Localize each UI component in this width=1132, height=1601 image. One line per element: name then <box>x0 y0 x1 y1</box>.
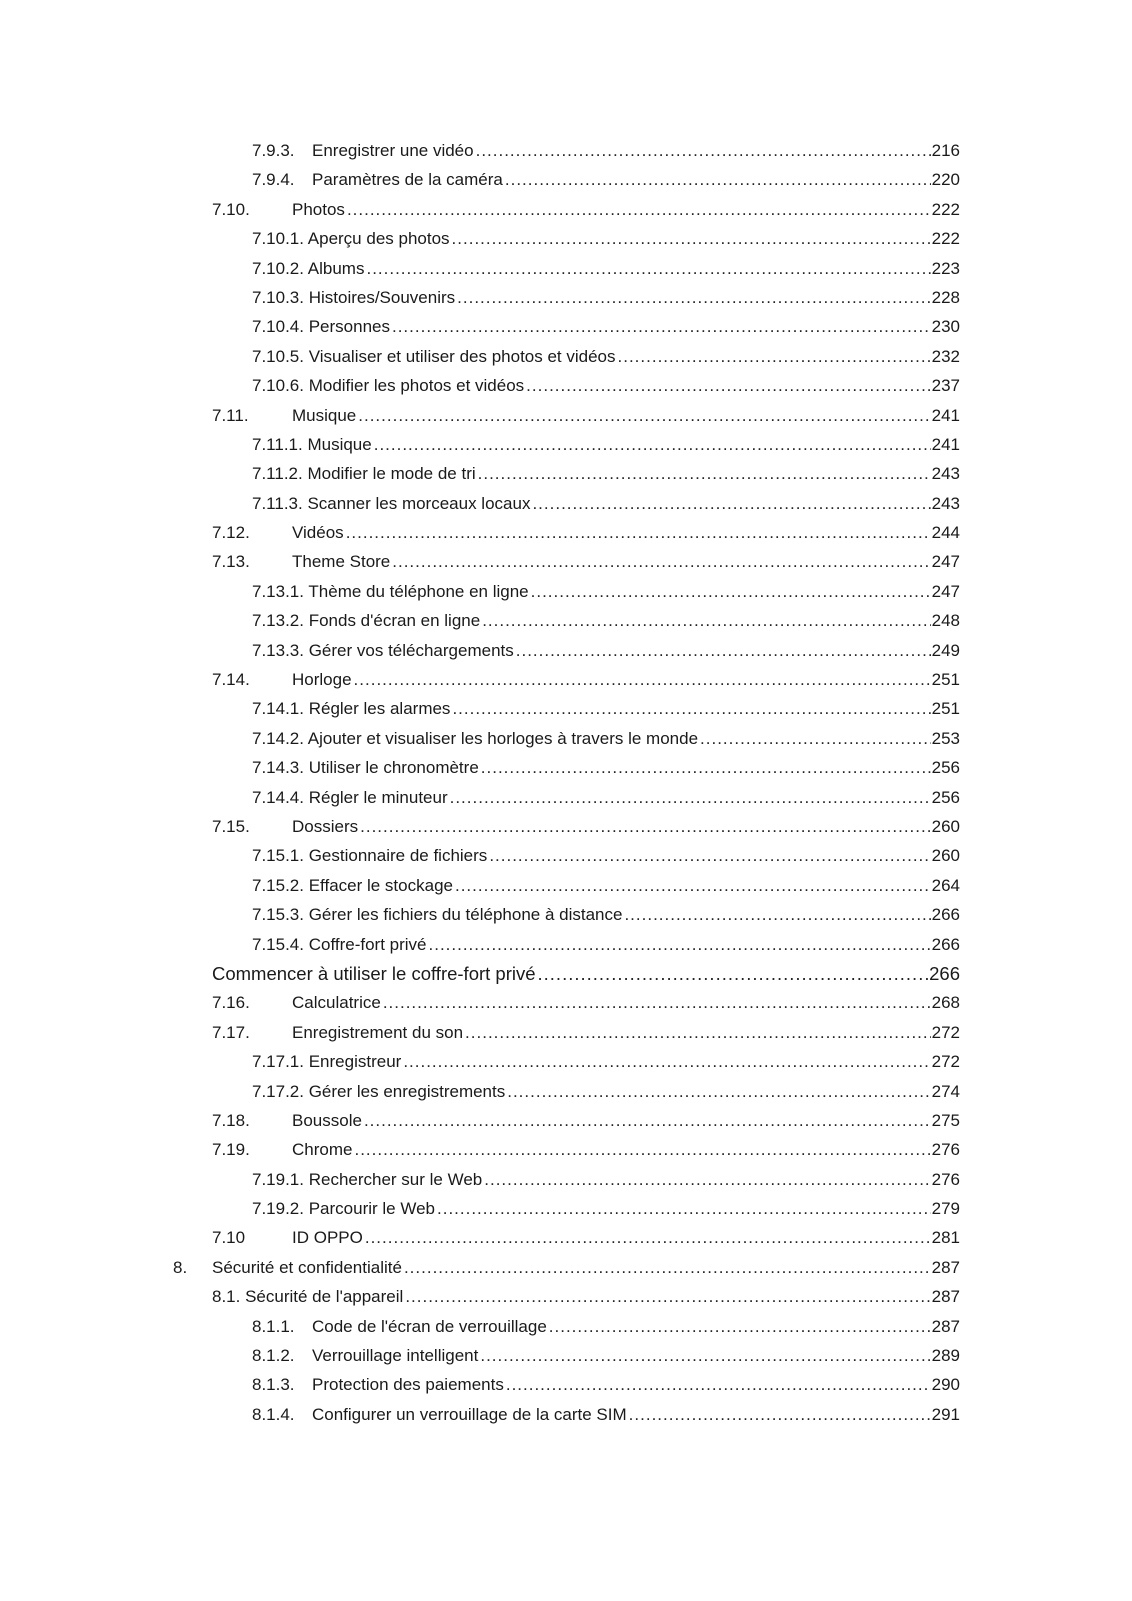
toc-entry-page-number: 228 <box>931 287 960 307</box>
dot-leader <box>476 136 931 165</box>
toc-entry-page-number: 256 <box>931 758 960 778</box>
dot-leader <box>480 1341 930 1370</box>
toc-entry-number: 7.17. <box>212 1022 250 1042</box>
toc-entry-line <box>252 1194 960 1223</box>
toc-entry-page-number: 264 <box>931 875 960 895</box>
toc-entry-line <box>312 1400 960 1429</box>
toc-entry-line <box>252 753 960 782</box>
toc-entry-line <box>252 224 960 253</box>
toc-entry[interactable] <box>0 1135 1132 1164</box>
dot-leader <box>457 283 930 312</box>
dot-leader <box>531 577 931 606</box>
toc-entry-title: Enregistrer une vidéo <box>312 136 476 165</box>
toc-entry-title: 7.11.1. Musique <box>252 430 374 459</box>
dot-leader <box>465 1018 931 1047</box>
toc-entry[interactable] <box>0 195 1132 224</box>
dot-leader <box>392 547 930 576</box>
toc-entry-line <box>292 518 960 547</box>
toc-entry-line <box>292 547 960 576</box>
toc-entry[interactable] <box>0 1400 1132 1429</box>
toc-entry-line <box>292 1223 960 1252</box>
toc-entry-line <box>252 459 960 488</box>
toc-entry-line <box>252 312 960 341</box>
toc-entry-number: 7.18. <box>212 1110 250 1130</box>
toc-entry-line <box>292 812 960 841</box>
toc-entry-line <box>312 1341 960 1370</box>
toc-entry-title: Vidéos <box>292 518 346 547</box>
toc-entry-number: 7.9.4. <box>252 170 295 190</box>
toc-entry-number: 7.11. <box>212 405 249 425</box>
toc-entry-line <box>212 959 960 988</box>
toc-entry-page-number: 260 <box>931 816 960 836</box>
toc-entry-line <box>252 724 960 753</box>
toc-entry-title: 7.19.1. Rechercher sur le Web <box>252 1165 484 1194</box>
toc-entry-line <box>212 1282 960 1311</box>
toc-entry-line <box>252 871 960 900</box>
toc-entry-page-number: 287 <box>931 1257 960 1277</box>
toc-entry[interactable] <box>0 430 1132 459</box>
toc-entry-number: 7.14. <box>212 670 250 690</box>
toc-entry-line <box>292 195 960 224</box>
toc-entry[interactable] <box>0 1106 1132 1135</box>
toc-entry[interactable] <box>0 1312 1132 1341</box>
toc-entry[interactable] <box>0 900 1132 929</box>
toc-entry-page-number: 287 <box>931 1316 960 1336</box>
toc-entry-title: 7.14.3. Utiliser le chronomètre <box>252 753 481 782</box>
toc-entry-page-number: 237 <box>931 376 960 396</box>
toc-entry-title: Verrouillage intelligent <box>312 1341 480 1370</box>
dot-leader <box>526 371 930 400</box>
dot-leader <box>538 959 929 988</box>
toc-entry[interactable] <box>0 254 1132 283</box>
toc-entry-line <box>292 988 960 1017</box>
toc-entry[interactable] <box>0 753 1132 782</box>
toc-entry[interactable] <box>0 930 1132 959</box>
toc-entry-page-number: 290 <box>931 1375 960 1395</box>
toc-entry[interactable] <box>0 224 1132 253</box>
toc-entry-page-number: 272 <box>931 1052 960 1072</box>
toc-entry-page-number: 220 <box>931 170 960 190</box>
toc-entry-line <box>312 1312 960 1341</box>
toc-entry-page-number: 248 <box>931 611 960 631</box>
toc-entry-title: 7.19.2. Parcourir le Web <box>252 1194 437 1223</box>
toc-entry-title: 7.10.5. Visualiser et utiliser des photos et vidéos <box>252 342 618 371</box>
toc-entry-page-number: 256 <box>931 787 960 807</box>
toc-entry-title: 7.15.2. Effacer le stockage <box>252 871 455 900</box>
toc-entry-title: 7.13.3. Gérer vos téléchargements <box>252 636 516 665</box>
toc-entry-line <box>312 165 960 194</box>
toc-entry-line <box>292 1018 960 1047</box>
toc-entry-page-number: 230 <box>931 317 960 337</box>
toc-entry[interactable] <box>0 959 1132 988</box>
toc-entry-number: 7.16. <box>212 993 250 1013</box>
toc-entry-title: 7.15.1. Gestionnaire de fichiers <box>252 841 489 870</box>
dot-leader <box>365 1223 931 1252</box>
toc-entry-page-number: 253 <box>931 728 960 748</box>
dot-leader <box>618 342 931 371</box>
toc-entry[interactable] <box>0 1165 1132 1194</box>
toc-entry[interactable] <box>0 401 1132 430</box>
toc-entry-line <box>252 930 960 959</box>
dot-leader <box>364 1106 931 1135</box>
toc-entry-page-number: 216 <box>931 141 960 160</box>
toc-entry-page-number: 291 <box>931 1404 960 1424</box>
toc-entry[interactable] <box>0 489 1132 518</box>
toc-entry-line <box>252 841 960 870</box>
toc-entry[interactable] <box>0 1223 1132 1252</box>
toc-entry-page-number: 268 <box>931 993 960 1013</box>
toc-entry-line <box>312 136 960 165</box>
toc-entry-page-number: 287 <box>931 1287 960 1307</box>
toc-entry-number: 8. <box>173 1257 188 1277</box>
toc-entry-page-number: 274 <box>931 1081 960 1101</box>
toc-entry-page-number: 223 <box>931 258 960 278</box>
toc-entry-line <box>252 342 960 371</box>
toc-entry-title: 7.14.2. Ajouter et visualiser les horloges à travers le monde <box>252 724 700 753</box>
toc-entry-page-number: 276 <box>931 1140 960 1160</box>
toc-entry-page-number: 241 <box>931 434 960 454</box>
toc-entry[interactable] <box>0 1253 1132 1282</box>
toc-entry-title: Protection des paiements <box>312 1370 506 1399</box>
toc-entry[interactable] <box>0 312 1132 341</box>
toc-entry-title: 7.13.1. Thème du téléphone en ligne <box>252 577 531 606</box>
dot-leader <box>482 606 930 635</box>
dot-leader <box>624 900 930 929</box>
toc-entry[interactable] <box>0 518 1132 547</box>
dot-leader <box>532 489 930 518</box>
toc-entry-number: 8.1.3. <box>252 1375 295 1395</box>
toc-entry-page-number: 266 <box>931 934 960 954</box>
dot-leader <box>506 1370 931 1399</box>
toc-entry[interactable] <box>0 1018 1132 1047</box>
toc-entry-title: 7.10.4. Personnes <box>252 312 392 341</box>
toc-entry-title: 7.10.2. Albums <box>252 254 366 283</box>
toc-entry-page-number: 272 <box>931 1022 960 1042</box>
toc-entry-number: 8.1.2. <box>252 1346 295 1366</box>
toc-entry-page-number: 281 <box>931 1228 960 1248</box>
dot-leader <box>405 1282 930 1311</box>
dot-leader <box>452 694 930 723</box>
toc-entry[interactable] <box>0 1077 1132 1106</box>
toc-entry-line <box>292 1135 960 1164</box>
toc-entry-title: 7.15.4. Coffre-fort privé <box>252 930 429 959</box>
toc-entry[interactable] <box>0 988 1132 1017</box>
toc-entry-page-number: 275 <box>931 1110 960 1130</box>
toc-entry-title: 7.14.4. Régler le minuteur <box>252 783 450 812</box>
dot-leader <box>505 165 931 194</box>
toc-entry-page-number: 241 <box>931 405 960 425</box>
toc-entry-title: Horloge <box>292 665 354 694</box>
toc-entry-line <box>252 606 960 635</box>
dot-leader <box>452 224 931 253</box>
dot-leader <box>484 1165 930 1194</box>
table-of-contents <box>0 136 1132 1429</box>
dot-leader <box>354 665 931 694</box>
toc-entry[interactable] <box>0 136 1132 165</box>
toc-entry[interactable] <box>0 1047 1132 1076</box>
toc-entry[interactable] <box>0 871 1132 900</box>
toc-entry[interactable] <box>0 342 1132 371</box>
toc-entry[interactable] <box>0 371 1132 400</box>
toc-entry[interactable] <box>0 841 1132 870</box>
toc-entry-line <box>252 1047 960 1076</box>
toc-entry-line <box>292 1106 960 1135</box>
toc-entry-line <box>252 783 960 812</box>
toc-entry[interactable] <box>0 812 1132 841</box>
toc-entry-title: Chrome <box>292 1135 354 1164</box>
toc-entry[interactable] <box>0 1341 1132 1370</box>
dot-leader <box>481 753 931 782</box>
toc-entry-line <box>252 694 960 723</box>
dot-leader <box>478 459 931 488</box>
dot-leader <box>354 1135 930 1164</box>
toc-entry[interactable] <box>0 665 1132 694</box>
toc-entry-title: Enregistrement du son <box>292 1018 465 1047</box>
toc-entry-number: 7.13. <box>212 552 250 572</box>
toc-entry-page-number: 244 <box>931 523 960 543</box>
toc-entry[interactable] <box>0 724 1132 753</box>
toc-entry[interactable] <box>0 1194 1132 1223</box>
toc-entry-page-number: 266 <box>931 905 960 925</box>
toc-entry-line <box>252 900 960 929</box>
toc-entry[interactable] <box>0 283 1132 312</box>
toc-entry-number: 7.10. <box>212 199 250 219</box>
toc-entry-number: 7.15. <box>212 816 250 836</box>
toc-entry-title: Theme Store <box>292 547 392 576</box>
toc-entry-title: Paramètres de la caméra <box>312 165 505 194</box>
toc-entry-title: 7.13.2. Fonds d'écran en ligne <box>252 606 482 635</box>
toc-entry-title: 7.17.1. Enregistreur <box>252 1047 403 1076</box>
dot-leader <box>404 1253 931 1282</box>
toc-entry-number: 7.19. <box>212 1140 250 1160</box>
toc-entry-title: 7.15.3. Gérer les fichiers du téléphone à distance <box>252 900 624 929</box>
toc-entry-page-number: 260 <box>931 846 960 866</box>
dot-leader <box>392 312 931 341</box>
toc-entry-title: Calculatrice <box>292 988 383 1017</box>
toc-entry-title: Configurer un verrouillage de la carte SIM <box>312 1400 629 1429</box>
toc-entry-page-number: 222 <box>931 199 960 219</box>
dot-leader <box>374 430 931 459</box>
toc-entry-page-number: 251 <box>931 699 960 719</box>
dot-leader <box>700 724 931 753</box>
toc-entry-line <box>292 665 960 694</box>
toc-entry-page-number: 251 <box>931 670 960 690</box>
toc-entry-title: Sécurité et confidentialité <box>212 1253 404 1282</box>
toc-entry-number: 7.10 <box>212 1228 246 1248</box>
toc-entry-page-number: 222 <box>931 229 960 249</box>
toc-entry[interactable] <box>0 783 1132 812</box>
toc-entry-title: ID OPPO <box>292 1223 365 1252</box>
toc-entry-title: 7.10.6. Modifier les photos et vidéos <box>252 371 526 400</box>
toc-entry-line <box>252 371 960 400</box>
toc-entry-page-number: 243 <box>931 464 960 484</box>
toc-entry-line <box>252 430 960 459</box>
toc-entry-title: Musique <box>292 401 358 430</box>
toc-entry-line <box>212 1253 960 1282</box>
toc-entry[interactable] <box>0 577 1132 606</box>
toc-entry-line <box>252 1077 960 1106</box>
dot-leader <box>549 1312 931 1341</box>
toc-entry-title: Photos <box>292 195 347 224</box>
toc-entry-page-number: 289 <box>931 1346 960 1366</box>
toc-entry[interactable] <box>0 459 1132 488</box>
toc-entry-title: 7.11.2. Modifier le mode de tri <box>252 459 478 488</box>
toc-entry-title: Boussole <box>292 1106 364 1135</box>
toc-entry-title: Code de l'écran de verrouillage <box>312 1312 549 1341</box>
toc-entry[interactable] <box>0 547 1132 576</box>
toc-entry-line <box>252 636 960 665</box>
toc-entry-line <box>312 1370 960 1399</box>
toc-entry-page-number: 266 <box>929 962 960 984</box>
toc-entry-line <box>252 1165 960 1194</box>
dot-leader <box>403 1047 930 1076</box>
dot-leader <box>366 254 930 283</box>
toc-entry-page-number: 243 <box>931 493 960 513</box>
dot-leader <box>450 783 931 812</box>
toc-entry-title: Commencer à utiliser le coffre-fort privé <box>212 959 538 988</box>
toc-entry[interactable] <box>0 636 1132 665</box>
toc-entry-number: 8.1.1. <box>252 1316 295 1336</box>
toc-entry-line <box>252 254 960 283</box>
toc-entry-number: 8.1.4. <box>252 1404 295 1424</box>
dot-leader <box>358 401 930 430</box>
toc-entry-page-number: 279 <box>931 1199 960 1219</box>
toc-entry[interactable] <box>0 1282 1132 1311</box>
toc-entry[interactable] <box>0 1370 1132 1399</box>
toc-entry-line <box>252 489 960 518</box>
toc-entry-number: 7.9.3. <box>252 141 295 160</box>
dot-leader <box>437 1194 931 1223</box>
toc-entry-page-number: 249 <box>931 640 960 660</box>
dot-leader <box>429 930 931 959</box>
dot-leader <box>489 841 930 870</box>
dot-leader <box>360 812 931 841</box>
dot-leader <box>629 1400 931 1429</box>
dot-leader <box>455 871 931 900</box>
toc-entry-title: 8.1. Sécurité de l'appareil <box>212 1282 405 1311</box>
toc-entry[interactable] <box>0 165 1132 194</box>
toc-entry-number: 7.12. <box>212 523 250 543</box>
toc-entry-line <box>252 283 960 312</box>
dot-leader <box>346 518 931 547</box>
toc-entry-title: 7.14.1. Régler les alarmes <box>252 694 452 723</box>
toc-entry-page-number: 232 <box>931 346 960 366</box>
toc-entry-title: 7.10.3. Histoires/Souvenirs <box>252 283 457 312</box>
dot-leader <box>516 636 931 665</box>
toc-entry-page-number: 247 <box>931 581 960 601</box>
toc-entry-title: 7.10.1. Aperçu des photos <box>252 224 452 253</box>
dot-leader <box>347 195 931 224</box>
toc-entry-line <box>252 577 960 606</box>
dot-leader <box>507 1077 930 1106</box>
toc-entry-title: 7.11.3. Scanner les morceaux locaux <box>252 489 532 518</box>
toc-entry-page-number: 247 <box>931 552 960 572</box>
toc-entry[interactable] <box>0 694 1132 723</box>
dot-leader <box>383 988 931 1017</box>
toc-entry-line <box>292 401 960 430</box>
toc-entry-title: Dossiers <box>292 812 360 841</box>
toc-entry[interactable] <box>0 606 1132 635</box>
toc-entry-title: 7.17.2. Gérer les enregistrements <box>252 1077 507 1106</box>
toc-entry-page-number: 276 <box>931 1169 960 1189</box>
